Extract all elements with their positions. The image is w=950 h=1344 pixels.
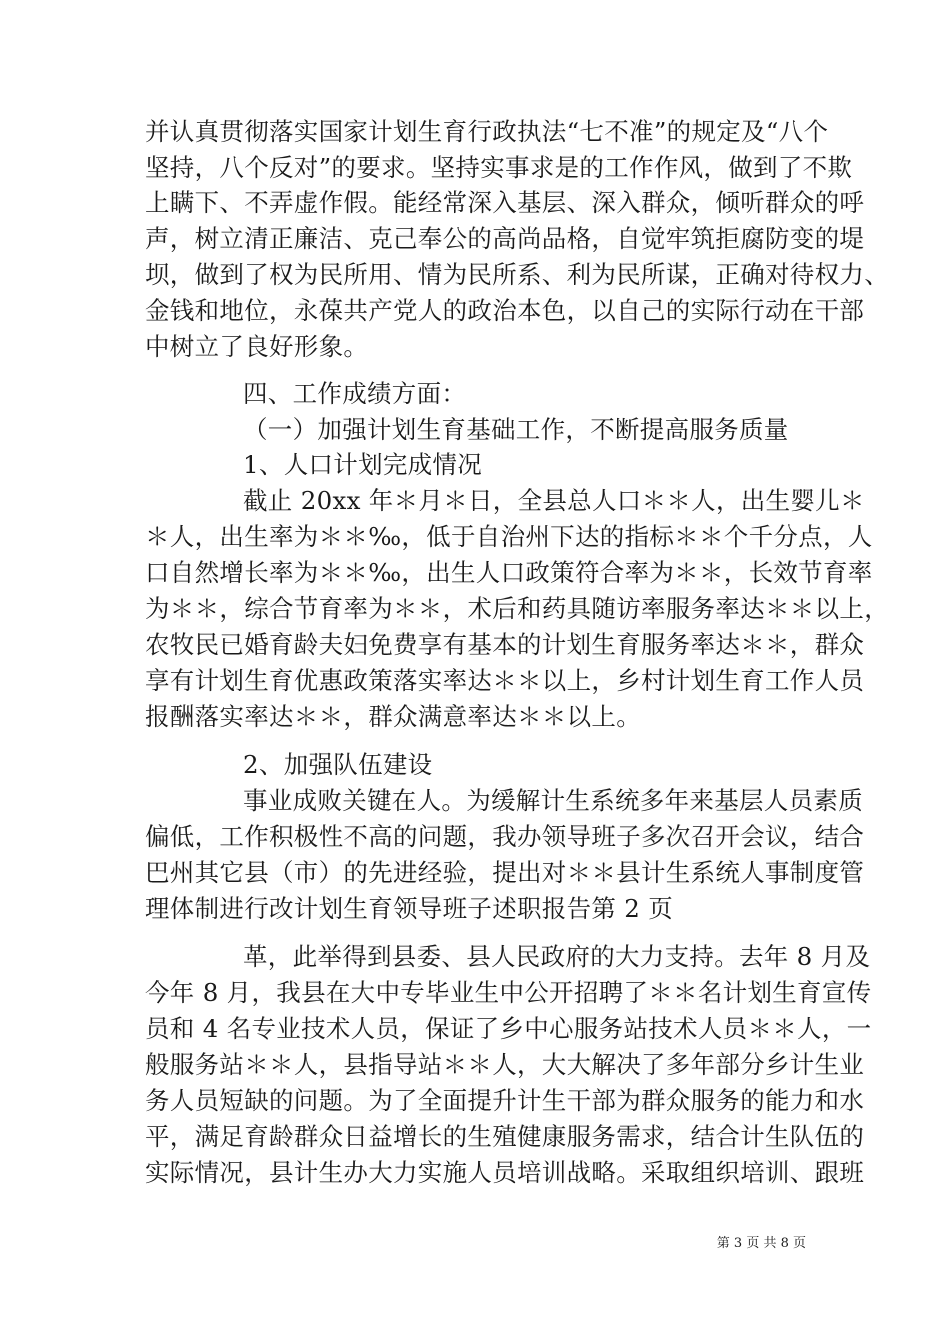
text-line-23: 革，此举得到县委、县人民政府的大力支持。去年 8 月及	[243, 942, 871, 971]
text-line-22: 理体制进行改计划生育领导班子述职报告第 2 页	[145, 894, 674, 923]
text-line-2: 坚持，八个反对”的要求。坚持实事求是的工作作风，做到了不欺	[145, 153, 853, 182]
text-line-5: 坝，做到了权为民所用、情为民所系、利为民所谋，正确对待权力、	[145, 260, 889, 289]
text-line-29: 实际情况，县计生办大力实施人员培训战略。采取组织培训、跟班	[145, 1158, 865, 1187]
text-line-24: 今年 8 月，我县在大中专毕业生中公开招聘了＊＊名计划生育宣传	[145, 978, 872, 1007]
text-line-19: 事业成败关键在人。为缓解计生系统多年来基层人员素质	[243, 786, 863, 815]
text-line-6: 金钱和地位，永葆共产党人的政治本色，以自己的实际行动在干部	[145, 296, 865, 325]
section-heading: 四、工作成绩方面：	[243, 379, 467, 408]
text-line-1: 并认真贯彻落实国家计划生育行政执法“七不准”的规定及“八个	[145, 117, 829, 146]
text-line-3: 上瞒下、不弄虚作假。能经常深入基层、深入群众，倾听群众的呼	[145, 188, 865, 217]
text-line-14: 为＊＊，综合节育率为＊＊，术后和药具随访率服务率达＊＊以上，	[145, 594, 889, 623]
page-number-footer: 第 3 页 共 8 页	[716, 1236, 806, 1251]
text-line-13: 口自然增长率为＊＊‰，出生人口政策符合率为＊＊，长效节育率	[145, 558, 873, 587]
text-line-27: 务人员短缺的问题。为了全面提升计生干部为群众服务的能力和水	[145, 1086, 865, 1115]
text-line-28: 平，满足育龄群众日益增长的生殖健康服务需求，结合计生队伍的	[145, 1122, 865, 1151]
text-line-20: 偏低，工作积极性不高的问题，我办领导班子多次召开会议，结合	[145, 822, 865, 851]
item-heading-1: 1、人口计划完成情况	[243, 450, 483, 479]
text-line-15: 农牧民已婚育龄夫妇免费享有基本的计划生育服务率达＊＊，群众	[145, 630, 865, 659]
text-line-7: 中树立了良好形象。	[145, 332, 369, 361]
text-line-4: 声，树立清正廉洁、克己奉公的高尚品格，自觉牢筑拒腐防变的堤	[145, 224, 865, 253]
text-line-16: 享有计划生育优惠政策落实率达＊＊以上，乡村计划生育工作人员	[145, 666, 865, 695]
text-line-21: 巴州其它县（市）的先进经验，提出对＊＊县计生系统人事制度管	[145, 858, 865, 887]
text-line-17: 报酬落实率达＊＊，群众满意率达＊＊以上。	[145, 702, 641, 731]
subsection-heading: （一）加强计划生育基础工作，不断提高服务质量	[243, 415, 789, 444]
text-line-11: 截止 20xx 年＊月＊日，全县总人口＊＊人，出生婴儿＊	[243, 486, 865, 515]
text-line-25: 员和 4 名专业技术人员，保证了乡中心服务站技术人员＊＊人，一	[145, 1014, 872, 1043]
item-heading-2: 2、加强队伍建设	[243, 750, 433, 779]
text-line-12: ＊人，出生率为＊＊‰，低于自治州下达的指标＊＊个千分点，人	[145, 522, 873, 551]
text-line-26: 般服务站＊＊人，县指导站＊＊人，大大解决了多年部分乡计生业	[145, 1050, 865, 1079]
